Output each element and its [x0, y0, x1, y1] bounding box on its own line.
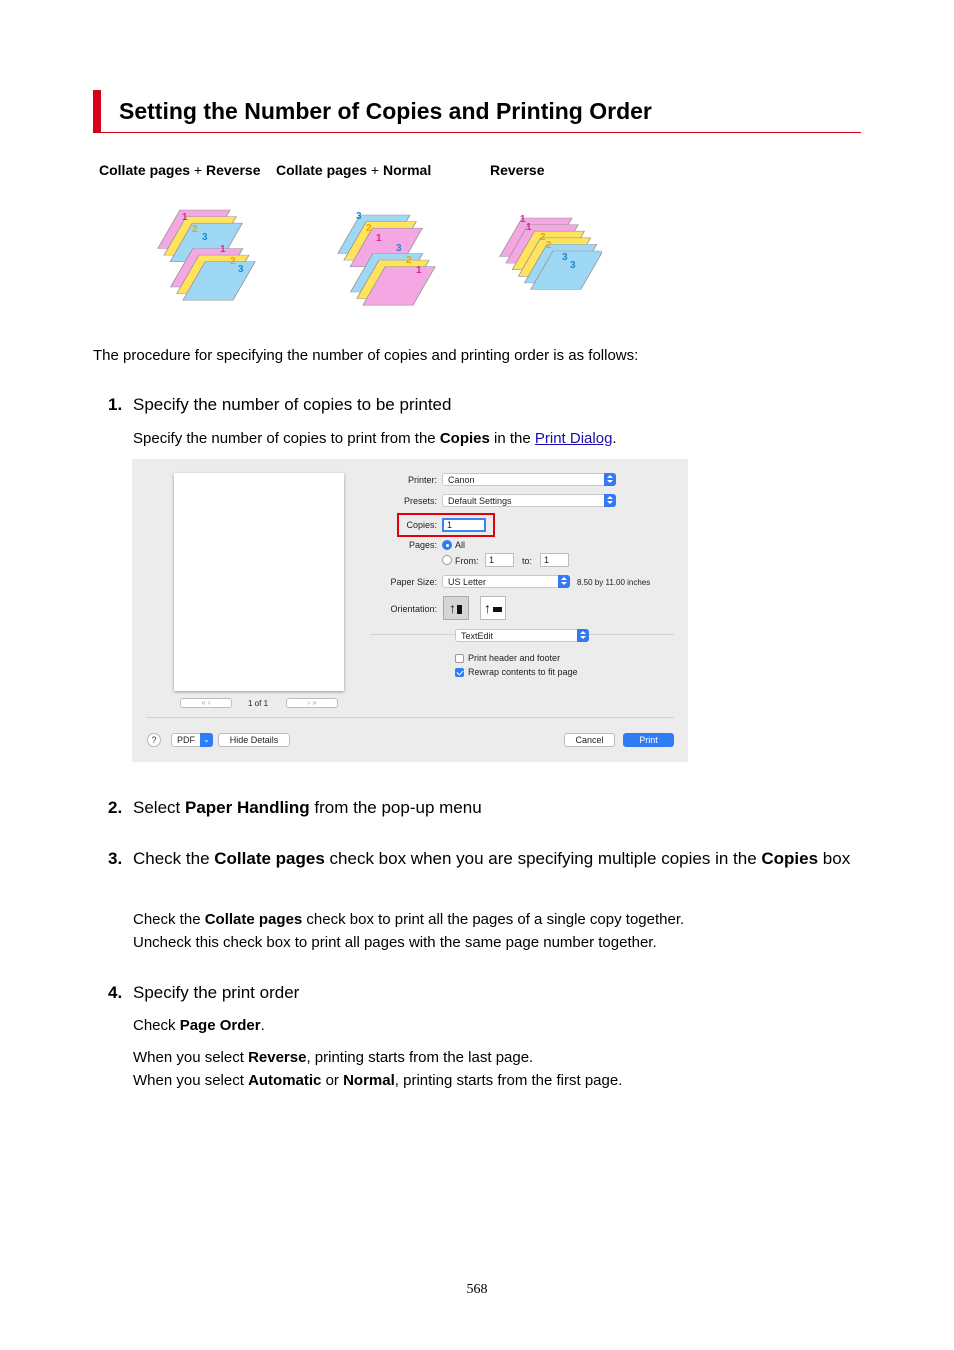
- app-settings-popup[interactable]: TextEdit: [455, 629, 589, 642]
- svg-text:2: 2: [192, 224, 198, 235]
- step-1-instruction: Specify the number of copies to print from the Copies in the Print Dialog.: [133, 430, 617, 447]
- printer-popup[interactable]: Canon: [442, 473, 616, 486]
- heading-accent-bar: [93, 90, 101, 133]
- header-footer-checkbox[interactable]: [455, 654, 464, 663]
- step-3: 3. Check the Collate pages check box when you are specifying multiple copies in the Copies box: [108, 849, 851, 868]
- rewrap-checkbox[interactable]: [455, 668, 464, 677]
- page-count: 1 of 1: [248, 699, 269, 708]
- svg-text:1: 1: [182, 212, 188, 223]
- to-label: to:: [522, 556, 533, 566]
- footer-divider: [146, 717, 674, 718]
- svg-text:2: 2: [540, 232, 546, 243]
- svg-text:3: 3: [238, 264, 244, 275]
- caption-reverse: Reverse: [490, 162, 545, 178]
- heading-rule: [101, 132, 861, 133]
- collate-reverse-illustration: [110, 200, 260, 312]
- copies-field[interactable]: 1: [442, 518, 486, 532]
- svg-text:3: 3: [570, 260, 576, 271]
- portrait-icon: [444, 597, 468, 619]
- step-1: 1. Specify the number of copies to be printed: [108, 395, 452, 414]
- presets-popup-arrow-icon: [604, 494, 616, 507]
- svg-text:1: 1: [526, 222, 532, 233]
- paper-size-popup[interactable]: US Letter: [442, 575, 570, 588]
- svg-text:↑: ↑: [449, 600, 456, 616]
- svg-text:2: 2: [546, 240, 552, 251]
- portrait-orientation-button[interactable]: [443, 596, 469, 620]
- pdf-menu-button[interactable]: PDF ⌄: [171, 733, 213, 747]
- help-button[interactable]: ?: [147, 733, 161, 747]
- svg-text:3: 3: [396, 243, 402, 254]
- svg-text:2: 2: [230, 256, 236, 267]
- page-number: 568: [466, 1282, 488, 1297]
- prev-page-button[interactable]: « ‹: [180, 698, 232, 708]
- pdf-chevron-down-icon: ⌄: [200, 733, 213, 747]
- paper-size-label: Paper Size:: [390, 577, 437, 587]
- from-field[interactable]: 1: [485, 553, 514, 567]
- svg-text:1: 1: [416, 265, 422, 276]
- step-4: 4. Specify the print order: [108, 983, 300, 1002]
- paper-dimensions: 8.50 by 11.00 inches: [577, 578, 651, 587]
- page-preview: [174, 473, 344, 691]
- presets-popup[interactable]: Default Settings: [442, 494, 616, 507]
- svg-text:3: 3: [202, 232, 208, 243]
- caption-collate-reverse: Collate pages + Reverse: [99, 162, 261, 178]
- svg-text:1: 1: [520, 214, 526, 225]
- svg-text:1: 1: [376, 233, 382, 244]
- svg-text:2: 2: [406, 255, 412, 266]
- rewrap-label: Rewrap contents to fit page: [468, 667, 578, 677]
- hide-details-button[interactable]: Hide Details: [218, 733, 290, 747]
- svg-text:2: 2: [366, 223, 372, 234]
- to-field[interactable]: 1: [540, 553, 569, 567]
- header-footer-label: Print header and footer: [468, 653, 561, 663]
- page-title: Setting the Number of Copies and Printing Order: [119, 98, 652, 124]
- pages-all-radio[interactable]: [442, 540, 452, 550]
- step-4-check: Check Page Order.: [133, 1017, 265, 1034]
- svg-text:1: 1: [220, 244, 226, 255]
- pages-range-radio[interactable]: [442, 555, 452, 565]
- orientation-label: Orientation:: [390, 604, 437, 614]
- landscape-orientation-button[interactable]: [480, 596, 506, 620]
- pages-label: Pages:: [408, 540, 437, 550]
- next-page-button[interactable]: › »: [286, 698, 338, 708]
- reverse-illustration: [452, 208, 602, 314]
- app-settings-popup-arrow-icon: [577, 629, 589, 642]
- svg-text:3: 3: [356, 211, 362, 222]
- copies-label: Copies:: [406, 520, 437, 530]
- print-dialog-link[interactable]: Print Dialog: [534, 430, 613, 447]
- svg-text:↑: ↑: [484, 600, 491, 616]
- svg-text:3: 3: [562, 252, 568, 263]
- presets-label: Presets:: [403, 496, 437, 506]
- print-button[interactable]: Print: [623, 733, 674, 747]
- collate-normal-illustration: [290, 205, 440, 313]
- intro-text: The procedure for specifying the number of copies and printing order is as follows:: [93, 347, 639, 364]
- step-4-explanation: When you select Reverse, printing starts from the last page. When you select Automatic or Normal, printing starts from the first page.: [133, 1049, 623, 1089]
- pages-all-label: All: [455, 540, 466, 550]
- from-label: From:: [455, 556, 479, 566]
- cancel-button[interactable]: Cancel: [564, 733, 615, 747]
- step-2: 2. Select Paper Handling from the pop-up menu: [108, 798, 482, 817]
- printer-label: Printer:: [407, 475, 437, 485]
- caption-collate-normal: Collate pages + Normal: [276, 162, 432, 178]
- landscape-icon: [481, 597, 505, 619]
- printer-popup-arrow-icon: [604, 473, 616, 486]
- print-dialog-screenshot: [132, 459, 688, 762]
- step-3-instruction: Check the Collate pages check box to print all the pages of a single copy together. Uncheck this check box to print all pages with the same page number together.: [133, 911, 685, 951]
- paper-size-popup-arrow-icon: [558, 575, 570, 588]
